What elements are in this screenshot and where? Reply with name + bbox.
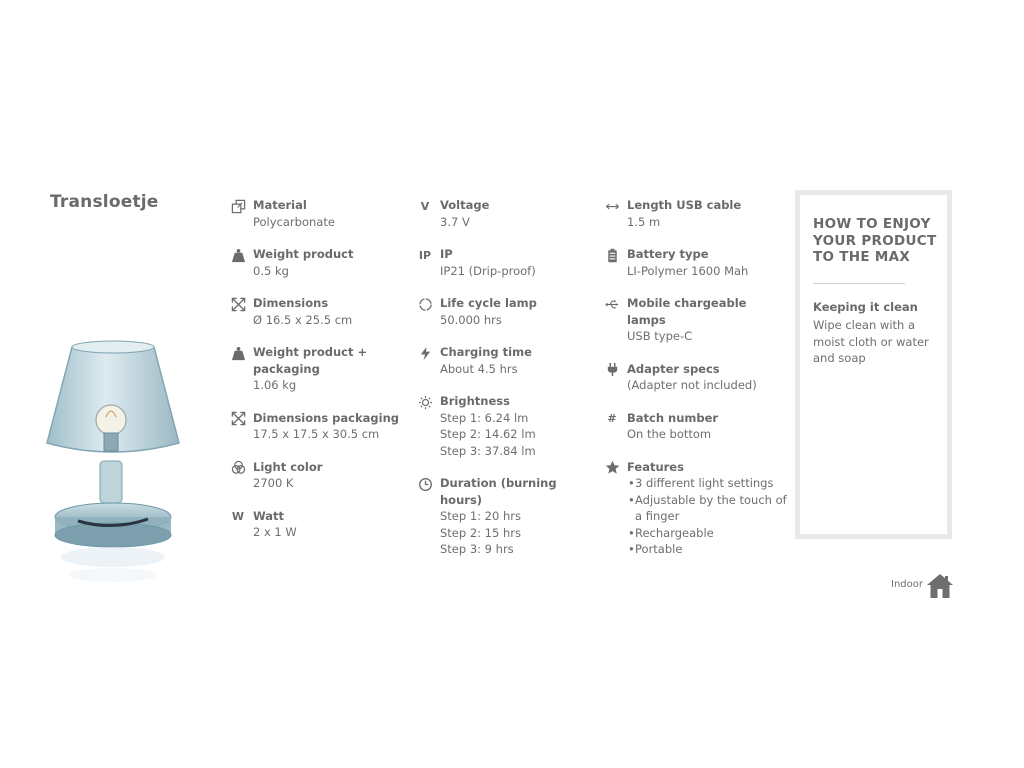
tips-heading: HOW TO ENJOY YOUR PRODUCT TO THE MAX — [813, 216, 937, 265]
tips-box — [795, 190, 952, 539]
spec-mobile-chargeable — [604, 295, 789, 345]
spec-value: Step 2: 14.62 lm — [440, 427, 536, 441]
spec-value: Step 1: 20 hrs — [440, 509, 521, 523]
usb-icon — [604, 296, 620, 312]
spec-value: About 4.5 hrs — [440, 361, 518, 376]
spec-brightness — [417, 393, 597, 459]
spec-value: 50.000 hrs — [440, 312, 502, 327]
spec-adapter — [604, 361, 789, 394]
spec-label: Light color — [253, 459, 323, 474]
tips-text: Wipe clean with a moist cloth or water and soap — [813, 318, 929, 365]
spec-value: USB type-C — [627, 329, 693, 343]
spec-dimensions-packaging — [230, 410, 410, 443]
plug-icon — [604, 362, 620, 378]
spec-dimensions — [230, 295, 410, 328]
watt-icon: W — [231, 510, 245, 523]
voltage-icon: V — [420, 199, 430, 213]
spec-label: Weight product + packaging — [253, 345, 368, 376]
spec-watt — [230, 508, 410, 541]
spec-value: (Adapter not included) — [627, 378, 757, 392]
spec-value: 1.5 m — [627, 214, 661, 229]
spec-value: 2 x 1 W — [253, 525, 297, 539]
list-item: • Rechargeable — [627, 525, 789, 542]
weight-icon — [230, 247, 246, 263]
spec-battery-type — [604, 246, 789, 279]
spec-label: Battery type — [627, 247, 709, 261]
lifecycle-icon — [417, 296, 433, 312]
cube-outline-icon — [230, 198, 246, 214]
spec-label: Duration (burning hours) — [440, 476, 557, 507]
spec-ip — [417, 246, 597, 279]
spec-label: Batch number — [627, 410, 719, 425]
lightning-icon — [417, 345, 433, 361]
spec-value: 17.5 x 17.5 x 30.5 cm — [253, 427, 380, 441]
spec-label: Dimensions packaging — [253, 410, 399, 425]
product-title: Transloetje — [50, 192, 159, 212]
spec-column-2 — [417, 197, 597, 574]
clock-icon — [417, 476, 433, 492]
spec-value: Step 2: 15 hrs — [440, 525, 521, 540]
arrows-expand-icon — [230, 411, 246, 427]
spec-value: On the bottom — [627, 427, 712, 441]
indoor-label: Indoor — [891, 579, 923, 590]
spec-label: Life cycle lamp — [440, 296, 537, 310]
star-icon — [604, 460, 620, 476]
spec-value: 2700 K — [253, 476, 294, 490]
spec-label: Brightness — [440, 394, 510, 408]
list-item: • Adjustable by the touch of a finger — [627, 492, 789, 525]
light-color-icon — [230, 460, 246, 476]
spec-voltage — [417, 197, 597, 230]
spec-value: Step 3: 37.84 lm — [440, 443, 536, 458]
hash-icon: # — [607, 412, 617, 425]
spec-material — [230, 197, 410, 230]
spec-value: Step 1: 6.24 lm — [440, 410, 529, 425]
list-item: • 3 different light settings — [627, 475, 789, 492]
spec-label: Features — [627, 459, 684, 474]
tips-subheading: Keeping it clean — [813, 300, 918, 314]
spec-label: Mobile chargeable lamps — [627, 296, 747, 327]
spec-charging-time — [417, 344, 597, 377]
spec-column-1 — [230, 197, 410, 557]
spec-value: Polycarbonate — [253, 214, 335, 229]
tips-divider — [813, 283, 905, 284]
house-icon — [926, 572, 954, 600]
spec-value: IP21 (Drip-proof) — [440, 263, 536, 278]
spec-label: Length USB cable — [627, 198, 742, 212]
spec-label: Dimensions — [253, 296, 329, 310]
spec-value: Step 3: 9 hrs — [440, 542, 514, 556]
battery-icon — [604, 247, 620, 263]
spec-weight-product — [230, 246, 410, 279]
sun-icon — [417, 394, 433, 410]
spec-life-cycle — [417, 295, 597, 328]
features-list — [627, 475, 789, 558]
spec-features — [604, 459, 789, 558]
spec-light-color — [230, 459, 410, 492]
spec-batch-number — [604, 410, 789, 443]
list-item: • Portable — [627, 541, 789, 558]
spec-value: 3.7 V — [440, 214, 470, 229]
double-arrow-icon — [604, 198, 620, 214]
arrows-expand-icon — [230, 296, 246, 312]
spec-duration — [417, 475, 597, 558]
lamp-image — [38, 335, 188, 590]
spec-label: Weight product — [253, 247, 354, 261]
spec-value: 0.5 kg — [253, 263, 289, 278]
spec-label: Material — [253, 198, 307, 212]
spec-label: Voltage — [440, 198, 490, 212]
spec-usb-cable-length — [604, 197, 789, 230]
spec-label: Charging time — [440, 345, 532, 359]
spec-label: IP — [440, 247, 453, 261]
spec-value: LI-Polymer 1600 Mah — [627, 263, 749, 278]
weight-icon — [230, 345, 246, 361]
spec-label: Watt — [253, 508, 285, 523]
spec-weight-packaging — [230, 344, 410, 394]
spec-value: Ø 16.5 x 25.5 cm — [253, 312, 353, 327]
spec-label: Adapter specs — [627, 361, 720, 376]
spec-column-3 — [604, 197, 789, 574]
spec-value: 1.06 kg — [253, 378, 297, 392]
ip-icon: IP — [418, 248, 432, 262]
